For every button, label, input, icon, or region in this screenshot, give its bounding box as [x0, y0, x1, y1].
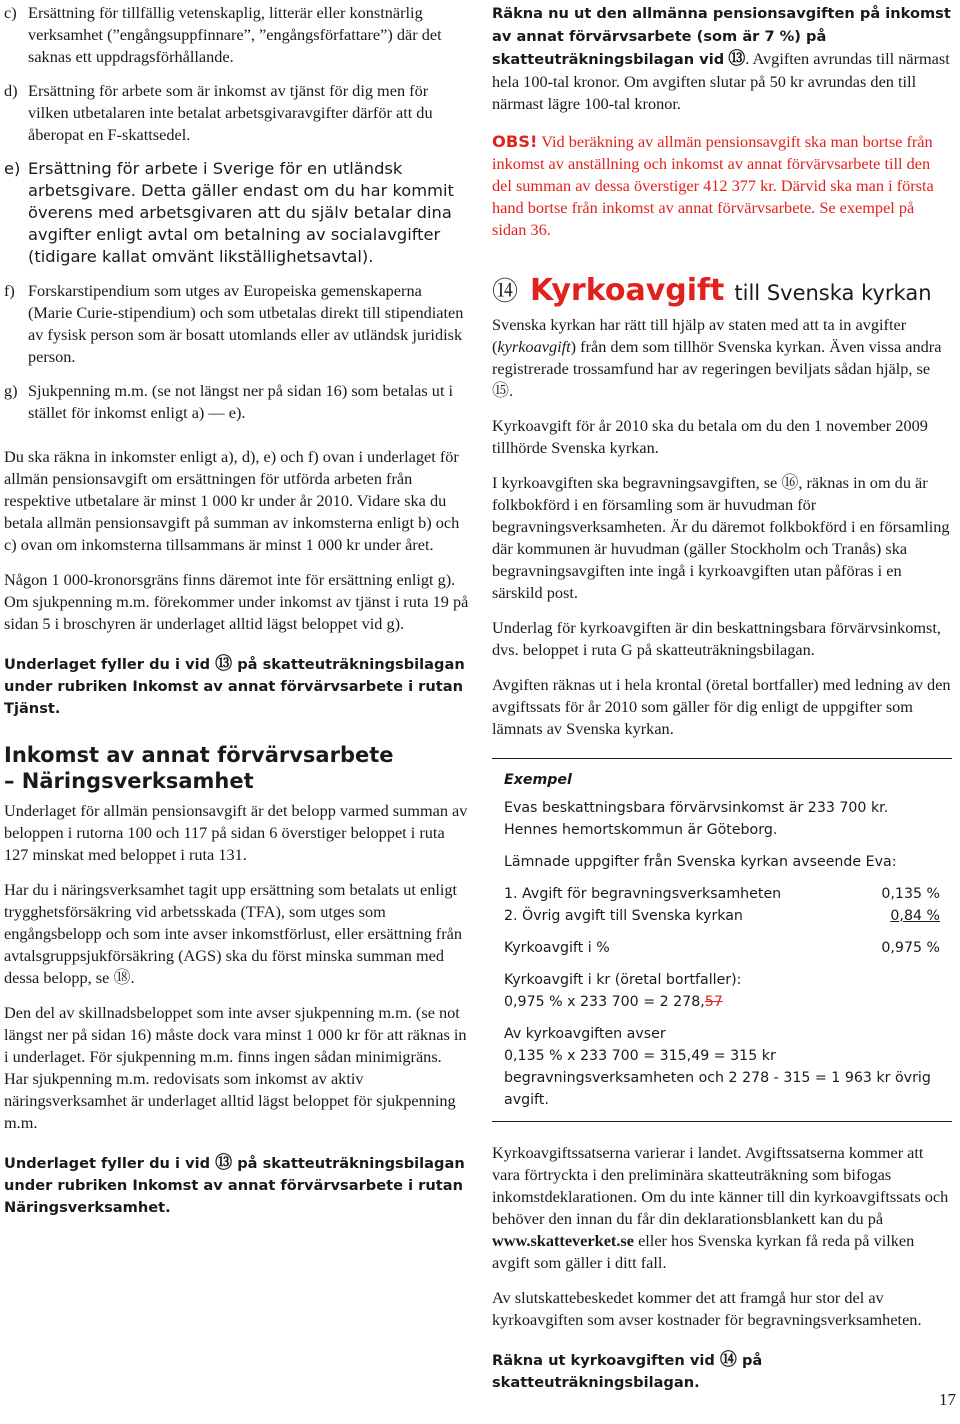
- example-title: Exempel: [504, 772, 572, 788]
- circle-13-icon: ⑬: [728, 49, 746, 69]
- item-text: Ersättning för tillfällig vetenskaplig, litterär eller konstnärlig verksamhet (”engångsuppfinnare”, ”engångsförfattare”) där det saknas ett uppdragsförhållande.: [28, 3, 442, 66]
- item-text: Ersättning för arbete i Sverige för en utländsk arbetsgivare. Detta gäller endast om du har kommit överens med arbetsgivaren att du själv betalar dina avgifter enligt avtal om betalning av socialavgifter (tidigare kallat omvänt likställighetsavtal).: [28, 159, 454, 266]
- item-text: Sjukpenning m.m. (se not längst ner på sidan 16) som betalas ut i stället för inkomst enligt a) — e).: [28, 381, 454, 422]
- item-label: f): [4, 281, 15, 300]
- obs-note: OBS! Vid beräkning av allmän pensionsavgift ska man bortse från inkomst av anställning och inkomst av annat förvärvsarbete till den del summan av dessa överstiger 412 377 kr. Därvid ska man i första hand bortse från inkomst av annat förvärvsarbete. Se exempel på sidan 36.: [492, 132, 934, 239]
- item-label: d): [4, 81, 18, 100]
- example-row: 1. Avgift för begravningsverksamheten 0,135 %: [504, 886, 940, 902]
- paragraph: Underlag för kyrkoavgiften är din beskattningsbara förvärvsinkomst, dvs. beloppet i ruta G på skatteuträkningsbilagan.: [492, 618, 941, 659]
- circle-18-icon: ⑱: [113, 968, 131, 988]
- paragraph: I kyrkoavgiften ska begravningsavgiften, se ⑯, räknas in om du är folkbokförd i en församling som är huvudman för begravningsverksamheten. Är du däremot folkbokförd i en församling där kommunen är huvudman (gäller Stockholm och Tranås) ska begravningsavgiften inte ingå i kyrkoavgiften utan påföras i en särskild post.: [492, 473, 950, 602]
- item-text: Ersättning för arbete som är inkomst av tjänst för dig men för vilken utbetalaren inte betalat arbetsgivaravgifter därför att du åberopat en F-skattsedel.: [28, 81, 433, 144]
- list-item-e: [4, 158, 470, 268]
- left-column: [4, 0, 470, 1232]
- section-heading-kyrkoavgift: ⑭ Kyrkoavgift till Svenska kyrkan: [492, 273, 932, 308]
- right-column: [492, 0, 952, 1407]
- paragraph: Har du i näringsverksamhet tagit upp ersättning som betalats ut enligt trygghetsförsäkring vid arbetsskada (TFA), som utges som engångsbelopp och som inte avser inkomstförlust, eller ersättning från avtalsgruppsjukförsäkring (AGS) ska du först minska summan med dessa belopp, se ⑱.: [4, 880, 463, 988]
- section-heading: Inkomst av annat förvärvsarbete – Näringsverksamhet: [4, 743, 394, 793]
- paragraph: Underlaget för allmän pensionsavgift är det belopp varmed summan av beloppen i rutorna 100 och 117 på sidan 6 överstiger beloppet i ruta 127 minskat med beloppet i ruta 131.: [4, 801, 468, 864]
- paragraph: Någon 1 000-kronorsgräns finns däremot inte för ersättning enligt g). Om sjukpenning m.m. förekommer under inkomst av tjänst i ruta 19 på sidan 5 i broschyren är underlaget alltid lägst beloppet vid g).: [4, 570, 469, 633]
- paragraph: Avgiften räknas ut i hela krontal (öretal bortfaller) med ledning av den avgiftssats för år 2010 som gäller för dig enligt de uppgifter som lämnats av Svenska kyrkan.: [492, 675, 951, 738]
- page-number: 17: [939, 1390, 956, 1409]
- paragraph: Kyrkoavgiftssatserna varierar i landet. Avgiftssatserna kommer att vara förtryckta i den preliminära skatteuträkning som bifogas inkomstdeklarationen. Om du inte känner till din kyrkoavgiftssats och behöver den innan du får din deklarationsblankett kan du på www.skatteverket.se eller hos Svenska kyrkan få reda på vilken avgift som gäller i ditt fall.: [492, 1143, 949, 1272]
- obs-label: OBS!: [492, 132, 538, 151]
- paragraph: Du ska räkna in inkomster enligt a), d), e) och f) ovan i underlaget för allmän pensionsavgift om ersättningen för utförda arbeten från respektive utbetalare är minst 1 000 kr under år 2010. Vidare ska du betala allmän pensionsavgift på summan av inkomsterna enligt b) och c) ovan om inkomsterna tillsammans är minst 1 000 kr under året.: [4, 447, 460, 554]
- example-box: Exempel Evas beskattningsbara förvärvsinkomst är 233 700 kr. Hennes hemortskommun är Göteborg. Lämnade uppgifter från Svenska kyrkan avseende Eva: 1. Avgift för begravningsverksamheten 0,135 % 2. Övrig avgift till Svenska kyrkan 0,84 % Kyrkoavgift i % 0,975 % Kyrkoavgift i kr (öretal bortfaller): 0,975 % x 233 700 = 2 278,57 Av kyrkoavgiften avser 0,135 % x 233 700 = 315,49 = 315 kr begravningsverksamheten och 2 278 - 315 = 1 963 kr övrig avgift.: [492, 758, 952, 1122]
- instruction-bold: Räkna ut kyrkoavgiften vid ⑭ på skatteuträkningsbilagan.: [492, 1350, 763, 1391]
- circle-13-icon: ⑬: [215, 1153, 233, 1173]
- item-label: g): [4, 381, 18, 400]
- circle-14-icon: ⑭: [492, 277, 519, 307]
- item-label: c): [4, 3, 17, 22]
- paragraph: Den del av skillnadsbeloppet som inte avser sjukpenning m.m. (se not längst ner på sidan 16) måste dock vara minst 1 000 kr för att räknas in i underlaget. För sjukpenning m.m. finns ingen sådan minimigräns. Har sjukpenning m.m. redovisats som inkomst av aktiv näringsverksamhet är underlaget alltid lägst beloppet för sjukpenning m.m.: [4, 1003, 467, 1132]
- circle-15-icon: ⑮: [492, 381, 509, 401]
- list-item-g: [4, 380, 470, 424]
- list-item-c: [4, 2, 470, 68]
- instruction-bold: Underlaget fyller du i vid ⑬ på skatteuträkningsbilagan under rubriken Inkomst av annat förvärvsarbete i rutan Näringsverksamhet.: [4, 1153, 465, 1216]
- intro-paragraph: Räkna nu ut den allmänna pensionsavgiften på inkomst av annat förvärvsarbete (som är 7 %) på skatteuträkningsbilagan vid ⑬. Avgiften avrundas till närmast hela 100-tal kronor. Om avgiften slutar på 50 kr avrundas den till närmast lägre 100-tal kronor.: [492, 5, 951, 113]
- item-label: e): [4, 159, 21, 178]
- example-row: Kyrkoavgift i % 0,975 %: [504, 940, 940, 956]
- example-row: 2. Övrig avgift till Svenska kyrkan 0,84 %: [504, 908, 940, 924]
- circle-16-icon: ⑯: [781, 473, 799, 493]
- list-item-f: [4, 280, 470, 368]
- paragraph: Av slutskattebeskedet kommer det att framgå hur stor del av kyrkoavgiften som avser kostnader för begravningsverksamheten.: [492, 1288, 922, 1329]
- circle-13-icon: ⑬: [215, 654, 233, 674]
- circle-14-icon: ⑭: [719, 1350, 737, 1370]
- paragraph: Kyrkoavgift för år 2010 ska du betala om du den 1 november 2009 tillhörde Svenska kyrkan.: [492, 416, 928, 457]
- paragraph: Svenska kyrkan har rätt till hjälp av staten med att ta in avgifter (kyrkoavgift) från dem som tillhör Svenska kyrkan. Även vissa andra registrerade trossamfund har av regeringen beviljats sådan hjälp, se ⑮.: [492, 315, 942, 401]
- list-item-d: [4, 80, 470, 146]
- website-link[interactable]: www.skatteverket.se: [492, 1231, 634, 1250]
- item-text: Forskarstipendium som utges av Europeiska gemenskaperna (Marie Curie-stipendium) och som utbetalas direkt till stipendiaten av fysisk person som är bosatt utomlands eller av utländsk juridisk person.: [28, 281, 464, 366]
- instruction-bold: Underlaget fyller du i vid ⑬ på skatteuträkningsbilagan under rubriken Inkomst av annat förvärvsarbete i rutan Tjänst.: [4, 654, 465, 717]
